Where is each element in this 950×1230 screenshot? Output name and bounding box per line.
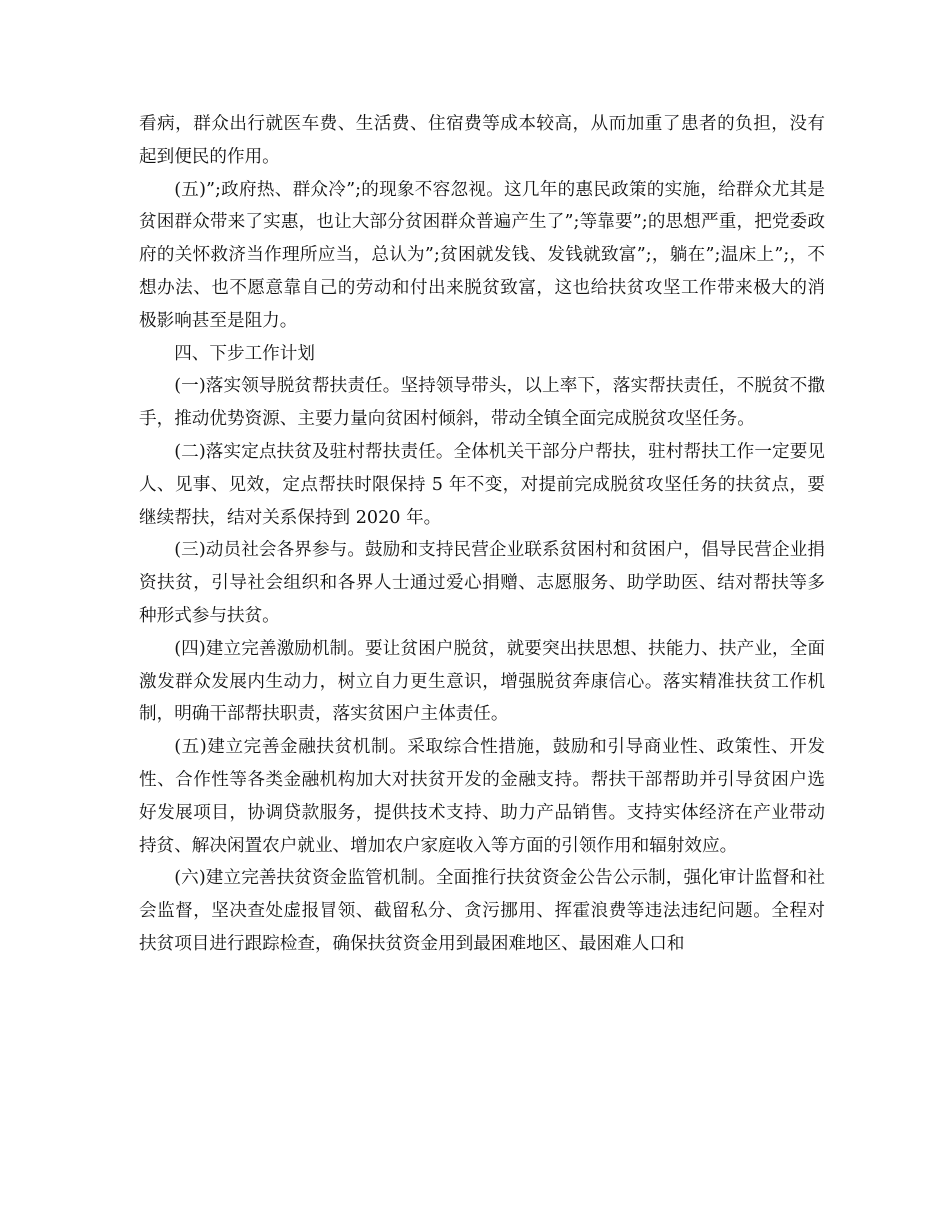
paragraph-continuation: 看病，群众出行就医车费、生活费、住宿费等成本较高，从而加重了患者的负担，没有起到便民的作用。 [139, 114, 825, 167]
paragraph-plan-6: (六)建立完善扶贫资金监管机制。全面推行扶贫资金公告公示制，强化审计监督和社会监督，坚决查处虚报冒领、截留私分、贪污挪用、挥霍浪费等违法违纪问题。全程对扶贫项目进行跟踪检查，确保扶贫资金用到最困难地区、最困难人口和 [139, 868, 825, 954]
document-body [139, 108, 825, 961]
section-heading-next-steps: 四、下步工作计划 [174, 343, 315, 364]
paragraph-plan-5: (五)建立完善金融扶贫机制。采取综合性措施，鼓励和引导商业性、政策性、开发性、合作性等各类金融机构加大对扶贫开发的金融支持。帮扶干部帮助并引导贫困户选好发展项目，协调贷款服务，提供技术支持、助力产品销售。支持实体经济在产业带动持贫、解决闲置农户就业、增加农户家庭收入等方面的引领作用和辐射效应。 [139, 737, 825, 856]
paragraph-plan-4: (四)建立完善激励机制。要让贫困户脱贫，就要突出扶思想、扶能力、扶产业，全面激发群众发展内生动力，树立自力更生意识，增强脱贫奔康信心。落实精准扶贫工作机制，明确干部帮扶职责，落实贫困户主体责任。 [139, 638, 825, 725]
paragraph-plan-2: (二)落实定点扶贫及驻村帮扶责任。全体机关干部分户帮扶，驻村帮扶工作一定要见人、见事、见效，定点帮扶时限保持 5 年不变，对提前完成脱贫攻坚任务的扶贫点，要继续帮扶，结对关系保持到 2020 年。 [139, 441, 825, 528]
paragraph-plan-1: (一)落实领导脱贫帮扶责任。坚持领导带头，以上率下，落实帮扶责任，不脱贫不撒手，推动优势资源、主要力量向贫困村倾斜，带动全镇全面完成脱贫攻坚任务。 [139, 376, 825, 430]
paragraph-issue-5: (五)”;政府热、群众冷”;的现象不容忽视。这几年的惠民政策的实施，给群众尤其是贫困群众带来了实惠，也让大部分贫困群众普遍产生了”;等靠要”;的思想严重，把党委政府的关怀救济当作理所应当，总认为”;贫困就发钱、发钱就致富”;，躺在”;温床上”;，不想办法、也不愿意靠自己的劳动和付出来脱贫致富，这也给扶贫攻坚工作带来极大的消极影响甚至是阻力。 [139, 179, 825, 331]
paragraph-plan-3: (三)动员社会各界参与。鼓励和支持民营企业联系贫困村和贫困户，倡导民营企业捐资扶贫，引导社会组织和各界人士通过爱心捐赠、志愿服务、助学助医、结对帮扶等多种形式参与扶贫。 [139, 540, 825, 626]
